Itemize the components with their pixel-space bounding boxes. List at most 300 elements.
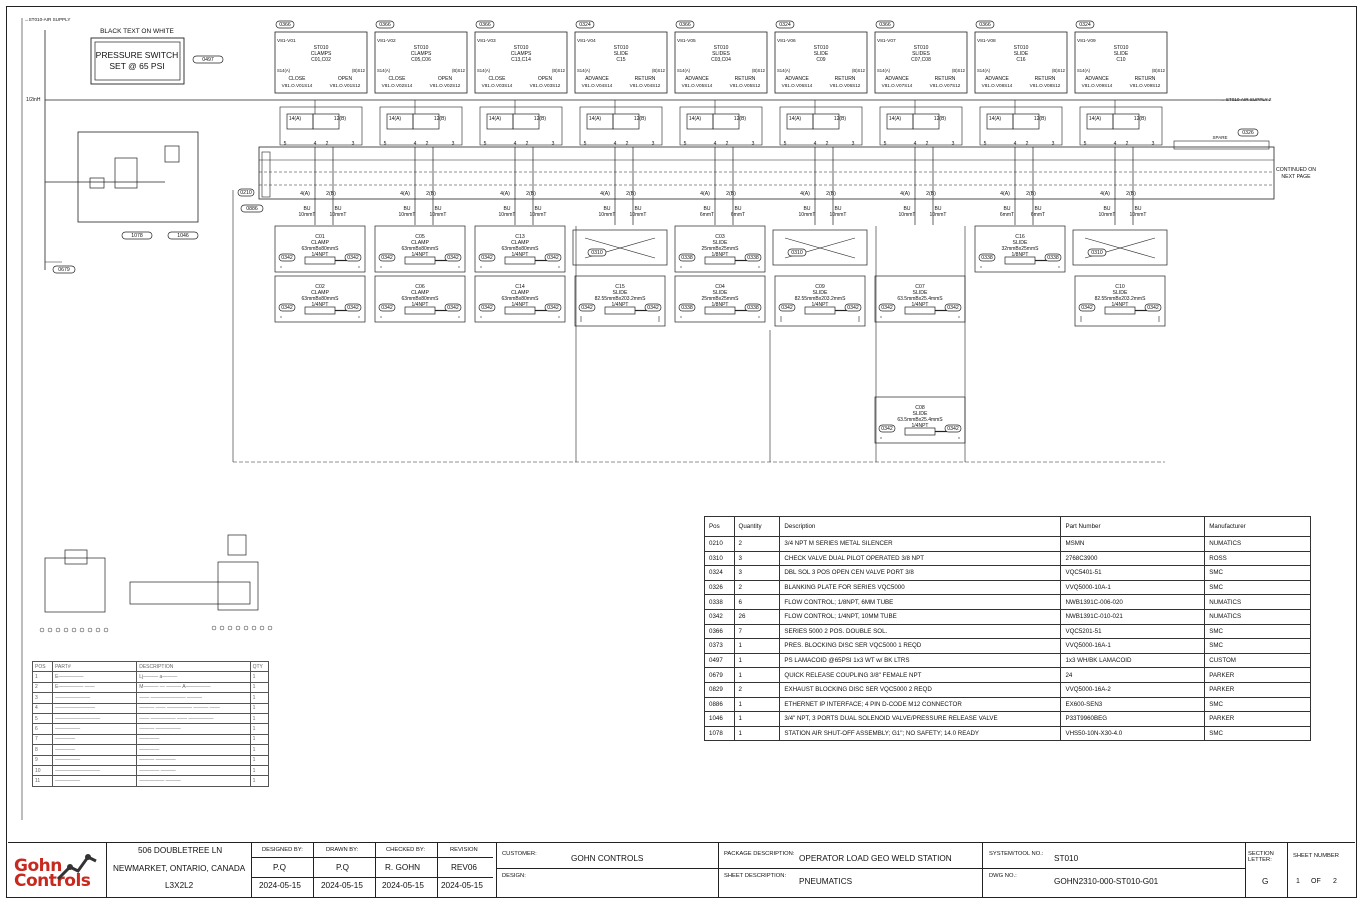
legend-cell: 1 <box>250 755 268 765</box>
flow-control-tag: 0342 <box>1147 305 1159 311</box>
cylinder-type: SLIDE <box>712 290 728 296</box>
cylinder-barrel <box>905 428 935 435</box>
component-legend-table <box>32 661 269 787</box>
drawn-by: P.Q <box>336 863 350 872</box>
cylinder-size: 63mmBx80mmS <box>301 246 339 252</box>
assembly-sketch-side <box>130 582 250 604</box>
legend-cell: E————— —— <box>53 682 137 692</box>
bom-cell: BLANKING PLATE FOR SERIES VQC5000 <box>780 580 1061 595</box>
cylinder-type: SLIDE <box>712 240 728 246</box>
solenoid-a-label: S14(A) <box>777 68 791 73</box>
port-number: 4 <box>1013 141 1017 147</box>
pilot-a-label: 14(A) <box>488 116 502 122</box>
cylinder-id: C15 <box>615 284 625 290</box>
legend-cell: 7 <box>33 734 53 744</box>
valve-action-a: ADVANCE <box>785 76 809 82</box>
valve-symbol-box <box>780 107 862 145</box>
valve-action-a: ADVANCE <box>1085 76 1109 82</box>
valve-output-a: V81.O.V08S14 <box>981 83 1013 88</box>
check-valve-tag: 0310 <box>1091 250 1103 256</box>
port-number: 2 <box>525 141 529 147</box>
shutoff-tag-1: 1078 <box>131 233 143 239</box>
balloon-icon <box>220 626 224 630</box>
port-number: 5 <box>283 141 287 147</box>
legend-cell: ———— <box>137 734 250 744</box>
bom-cell: 1 <box>734 639 780 654</box>
valve-id: V81-V09 <box>1077 39 1096 44</box>
solenoid-b-label: (B)S12 <box>1051 68 1065 73</box>
tube-size-b: 6mmT <box>1030 212 1046 218</box>
assembly-sketch-block <box>218 562 258 610</box>
valve-cylinders: C10 <box>1116 57 1126 63</box>
legend-cell: 1 <box>33 672 53 682</box>
cylinder-barrel <box>1105 307 1135 314</box>
customer-label: CUSTOMER: <box>502 851 537 857</box>
outlet-b-label: 2(B) <box>426 191 436 197</box>
cylinder-id: C07 <box>915 284 925 290</box>
valve-output-a: V81.O.V01S14 <box>281 83 313 88</box>
valve-id: V81-V08 <box>977 39 996 44</box>
solenoid-b-label: (B)S12 <box>751 68 765 73</box>
pilot-b-label: 12(B) <box>433 116 447 122</box>
flow-control-tag: 0338 <box>681 255 693 261</box>
legend-cell: Lj——— a——— <box>137 672 250 682</box>
outlet-b-label: 2(B) <box>726 191 736 197</box>
valve-function: SLIDES <box>912 51 930 57</box>
logo-line-2: Controls <box>14 871 91 891</box>
legend-row <box>33 703 269 713</box>
cylinder-size: 63mmBx80mmS <box>401 296 439 302</box>
spare-tag: 0326 <box>1242 130 1254 136</box>
sheet-description-label: SHEET DESCRIPTION: <box>724 873 787 879</box>
valve-part-tag: 0366 <box>979 22 991 28</box>
solenoid-b-label: (B)S12 <box>1151 68 1165 73</box>
cylinder-type: CLAMP <box>511 240 529 246</box>
flow-control-tag: 0342 <box>881 426 893 432</box>
supply-label-2: → ST010-AIR SUPPLY 2 <box>1220 97 1272 102</box>
bom-cell: 0324 <box>705 566 735 581</box>
valve-function: SLIDE <box>1113 51 1129 57</box>
valve-station: ST010 <box>613 45 629 51</box>
bom-row <box>705 537 1311 552</box>
designed-by-label: DESIGNED BY: <box>262 847 303 853</box>
bom-cell: FLOW CONTROL; 1/8NPT, 6MM TUBE <box>780 595 1061 610</box>
balloon-icon <box>236 626 240 630</box>
bom-cell: EXHAUST BLOCKING DISC SER VQC5000 2 REQD <box>780 682 1061 697</box>
cylinder-id: C09 <box>815 284 825 290</box>
valve-symbol-box <box>680 107 762 145</box>
legend-cell: ——— ———— <box>137 755 250 765</box>
port-number: 2 <box>725 141 729 147</box>
bom-cell: DBL SOL 3 POS OPEN CEN VALVE PORT 3/8 <box>780 566 1061 581</box>
tube-size-b: 10mmT <box>629 212 647 218</box>
sheet-number-label: SHEET NUMBER <box>1293 853 1339 859</box>
section-letter-label-2: LETTER: <box>1248 857 1272 863</box>
cylinder-port: 1/4NPT <box>611 302 629 308</box>
solenoid-b-label: (B)S12 <box>851 68 865 73</box>
valve-function: CLAMPS <box>510 51 532 57</box>
valve-action-a: CLOSE <box>488 76 506 82</box>
balloon-icon <box>88 628 92 632</box>
tube-color-b: BU <box>434 206 442 212</box>
tube-size-a: 10mmT <box>898 212 916 218</box>
valve-output-b: V81.O.V03S12 <box>529 83 561 88</box>
bom-cell: 3 <box>734 551 780 566</box>
pilot-b-label: 12(B) <box>1033 116 1047 122</box>
valve-cylinders: C07,C08 <box>911 57 931 63</box>
tube-size-a: 10mmT <box>1098 212 1116 218</box>
valve-symbol-box <box>380 107 462 145</box>
valve-symbol-box <box>1080 107 1162 145</box>
valve-action-b: RETURN <box>834 76 856 82</box>
cylinder-port: 1/4NPT <box>311 252 329 258</box>
cylinder-size: 82.55mmBx203.2mmS <box>1094 296 1146 302</box>
cylinder-barrel <box>905 307 935 314</box>
flow-control-tag: 0342 <box>881 305 893 311</box>
bom-cell: 2768C3900 <box>1061 551 1205 566</box>
valve-action-b: OPEN <box>337 76 353 82</box>
bom-cell: 1 <box>734 668 780 683</box>
legend-row <box>33 776 269 786</box>
legend-cell: ——————— <box>53 693 137 703</box>
continued-label-1: CONTINUED ON <box>1275 167 1317 173</box>
check-valve-box <box>573 230 667 265</box>
assembly-sketch-body <box>45 558 105 612</box>
assembly-sketch-solenoid <box>228 535 246 555</box>
bom-row <box>705 551 1311 566</box>
port-number: 3 <box>751 141 755 147</box>
legend-cell: ——— —— ————— ——— —— <box>137 703 250 713</box>
checked-date: 2024-05-15 <box>382 881 424 890</box>
valve-output-b: V81.O.V08S12 <box>1029 83 1061 88</box>
cylinder-size: 25mmBx25mmS <box>701 296 739 302</box>
legend-cell: 1 <box>250 776 268 786</box>
check-valve-box <box>1073 230 1167 265</box>
balloon-icon <box>72 628 76 632</box>
bom-cell: PARKER <box>1205 668 1311 683</box>
port-number: 2 <box>925 141 929 147</box>
legend-cell: ————————— <box>53 713 137 723</box>
tube-color-b: BU <box>734 206 742 212</box>
balloon-icon <box>56 628 60 632</box>
outlet-b-label: 2(B) <box>1126 191 1136 197</box>
spare-label: SPARE <box>1212 135 1228 140</box>
port-number: 4 <box>813 141 817 147</box>
shutoff-valve-body <box>115 158 137 188</box>
valve-station: ST010 <box>1013 45 1029 51</box>
legend-row <box>33 713 269 723</box>
system-tool-label: SYSTEM/TOOL NO.: <box>989 851 1044 857</box>
pilot-a-label: 14(A) <box>1088 116 1102 122</box>
valve-action-b: RETURN <box>934 76 956 82</box>
bom-cell: SMC <box>1205 580 1311 595</box>
continued-label-2: NEXT PAGE <box>1281 174 1311 180</box>
valve-symbol-box <box>480 107 562 145</box>
legend-cell: 1 <box>250 724 268 734</box>
cylinder-port: 1/4NPT <box>1111 302 1129 308</box>
bom-cell: NUMATICS <box>1205 595 1311 610</box>
flow-control-tag: 0338 <box>747 255 759 261</box>
tube-color-b: BU <box>634 206 642 212</box>
cylinder-size: 63mmBx80mmS <box>301 296 339 302</box>
solenoid-b-label: (B)S12 <box>351 68 365 73</box>
tube-color-b: BU <box>1034 206 1042 212</box>
designed-by: P.Q <box>273 863 287 872</box>
flow-control-tag: 0342 <box>581 305 593 311</box>
port-number: 4 <box>913 141 917 147</box>
cylinder-barrel <box>505 307 535 314</box>
flow-control-tag: 0342 <box>781 305 793 311</box>
bom-cell: VVQ5000-10A-1 <box>1061 580 1205 595</box>
sheet-total: 2 <box>1333 878 1337 885</box>
check-valve-tag: 0310 <box>791 250 803 256</box>
flow-control-tag: 0342 <box>547 255 559 261</box>
cylinder-type: CLAMP <box>511 290 529 296</box>
cylinder-barrel <box>505 257 535 264</box>
bom-cell: SMC <box>1205 697 1311 712</box>
legend-cell: ———— <box>53 734 137 744</box>
legend-header-cell: PART# <box>53 662 137 672</box>
bom-row <box>705 595 1311 610</box>
valve-part-tag: 0324 <box>579 22 591 28</box>
valve-cylinders: C05,C06 <box>411 57 431 63</box>
valve-cylinders: C09 <box>816 57 826 63</box>
outlet-a-label: 4(A) <box>500 191 510 197</box>
solenoid-b-label: (B)S12 <box>551 68 565 73</box>
cylinder-id: C08 <box>915 405 925 411</box>
outlet-b-label: 2(B) <box>326 191 336 197</box>
designed-date: 2024-05-15 <box>259 881 301 890</box>
outlet-a-label: 4(A) <box>1100 191 1110 197</box>
bom-header-row <box>705 517 1311 537</box>
tube-size-a: 6mmT <box>699 212 715 218</box>
legend-row <box>33 693 269 703</box>
black-text-note: BLACK TEXT ON WHITE <box>100 28 174 35</box>
legend-header-row <box>33 662 269 672</box>
legend-cell: ————— <box>53 776 137 786</box>
cylinder-size: 82.55mmBx203.2mmS <box>794 296 846 302</box>
ethernet-tag: 0886 <box>246 206 258 212</box>
solenoid-a-label: S14(A) <box>377 68 391 73</box>
address-line-1: 506 DOUBLETREE LN <box>138 846 223 855</box>
valve-action-b: RETURN <box>734 76 756 82</box>
legend-cell: 11 <box>33 776 53 786</box>
valve-part-tag: 0324 <box>1079 22 1091 28</box>
sheet-description: PNEUMATICS <box>799 877 853 886</box>
legend-cell: 1 <box>250 745 268 755</box>
tube-size-a: 6mmT <box>999 212 1015 218</box>
flow-control-tag: 0342 <box>1081 305 1093 311</box>
legend-cell: 1 <box>250 693 268 703</box>
outlet-a-label: 4(A) <box>700 191 710 197</box>
bom-row <box>705 653 1311 668</box>
valve-cylinders: C16 <box>1016 57 1026 63</box>
cylinder-type: SLIDE <box>1012 240 1028 246</box>
solenoid-a-label: S14(A) <box>277 68 291 73</box>
port-number: 4 <box>613 141 617 147</box>
address-line-2: NEWMARKET, ONTARIO, CANADA <box>113 864 246 873</box>
valve-symbol-box <box>880 107 962 145</box>
port-number: 4 <box>513 141 517 147</box>
bom-cell: NWB1391C-010-021 <box>1061 609 1205 624</box>
dwg-no-label: DWG NO.: <box>989 873 1017 879</box>
pilot-a-label: 14(A) <box>688 116 702 122</box>
legend-cell: 10 <box>33 765 53 775</box>
cylinder-id: C05 <box>415 234 425 240</box>
bom-cell: CHECK VALVE DUAL PILOT OPERATED 3/8 NPT <box>780 551 1061 566</box>
port-number: 3 <box>1151 141 1155 147</box>
legend-cell: 1 <box>250 765 268 775</box>
flow-control-tag: 0342 <box>281 255 293 261</box>
cylinder-port: 1/4NPT <box>911 302 929 308</box>
package-label: PACKAGE DESCRIPTION: <box>724 851 795 857</box>
cylinder-barrel <box>1005 257 1035 264</box>
bom-cell: 3 <box>734 566 780 581</box>
balloon-icon <box>212 626 216 630</box>
cylinder-type: SLIDE <box>812 290 828 296</box>
valve-cylinders: C01,C02 <box>311 57 331 63</box>
bom-row <box>705 668 1311 683</box>
legend-cell: 4 <box>33 703 53 713</box>
outlet-b-label: 2(B) <box>926 191 936 197</box>
balloon-icon <box>252 626 256 630</box>
valve-action-b: RETURN <box>1134 76 1156 82</box>
solenoid-b-label: (B)S12 <box>651 68 665 73</box>
drawn-by-label: DRAWN BY: <box>326 847 359 853</box>
legend-cell: ————————— <box>53 765 137 775</box>
port-number: 2 <box>325 141 329 147</box>
bom-cell: 2 <box>734 537 780 552</box>
bom-header-description: Description <box>780 517 1061 537</box>
valve-station: ST010 <box>413 45 429 51</box>
bom-header-quantity: Quantity <box>734 517 780 537</box>
valve-action-a: ADVANCE <box>585 76 609 82</box>
pilot-a-label: 14(A) <box>288 116 302 122</box>
cylinder-type: CLAMP <box>311 290 329 296</box>
tube-color-a: BU <box>903 206 911 212</box>
flow-control-tag: 0342 <box>647 305 659 311</box>
outlet-b-label: 2(B) <box>626 191 636 197</box>
solenoid-a-label: S14(A) <box>677 68 691 73</box>
valve-function: CLAMPS <box>410 51 432 57</box>
solenoid-a-label: S14(A) <box>877 68 891 73</box>
balloon-icon <box>228 626 232 630</box>
port-number: 2 <box>825 141 829 147</box>
tube-size-a: 10mmT <box>398 212 416 218</box>
outlet-b-label: 2(B) <box>1026 191 1036 197</box>
bom-cell: CUSTOM <box>1205 653 1311 668</box>
bom-cell: 1x3 WH/BK LAMACOID <box>1061 653 1205 668</box>
coupling-tag: 0679 <box>58 267 70 273</box>
pilot-b-label: 12(B) <box>733 116 747 122</box>
bom-cell: SMC <box>1205 639 1311 654</box>
bom-header-pos: Pos <box>705 517 735 537</box>
port-number: 3 <box>451 141 455 147</box>
cylinder-size: 32mmBx25mmS <box>1001 246 1039 252</box>
cylinder-barrel <box>405 257 435 264</box>
legend-row <box>33 734 269 744</box>
bom-cell: 0679 <box>705 668 735 683</box>
solenoid-a-label: S14(A) <box>977 68 991 73</box>
tube-color-a: BU <box>703 206 711 212</box>
valve-cylinders: C15 <box>616 57 626 63</box>
legend-cell: ———— ——— <box>137 765 250 775</box>
legend-cell: —— ——————— ——— <box>137 693 250 703</box>
valve-output-b: V81.O.V05S12 <box>729 83 761 88</box>
outlet-a-label: 4(A) <box>600 191 610 197</box>
valve-part-tag: 0366 <box>679 22 691 28</box>
tube-color-b: BU <box>534 206 542 212</box>
legend-row <box>33 672 269 682</box>
spare-blanking-plate <box>1174 141 1269 149</box>
tube-size-a: 10mmT <box>798 212 816 218</box>
valve-part-tag: 0366 <box>479 22 491 28</box>
tube-size-b: 10mmT <box>929 212 947 218</box>
sheet-number: 1 <box>1296 878 1300 885</box>
assembly-sketch-top <box>65 550 87 564</box>
legend-cell: 6 <box>33 724 53 734</box>
valve-function: SLIDE <box>1013 51 1029 57</box>
tube-color-a: BU <box>1003 206 1011 212</box>
cylinder-type: CLAMP <box>411 290 429 296</box>
bom-row <box>705 639 1311 654</box>
bom-row <box>705 682 1311 697</box>
valve-symbol-box <box>280 107 362 145</box>
balloon-icon <box>40 628 44 632</box>
cylinder-id: C14 <box>515 284 525 290</box>
cylinder-id: C06 <box>415 284 425 290</box>
cylinder-size: 63mmBx80mmS <box>501 246 539 252</box>
cylinder-id: C02 <box>315 284 325 290</box>
bom-cell: PRES. BLOCKING DISC SER VQC5000 1 REQD <box>780 639 1061 654</box>
bom-row <box>705 697 1311 712</box>
port-number: 5 <box>983 141 987 147</box>
legend-cell: —— ————— —— ————— <box>137 713 250 723</box>
valve-station: ST010 <box>1113 45 1129 51</box>
pilot-a-label: 14(A) <box>988 116 1002 122</box>
tube-color-a: BU <box>303 206 311 212</box>
tube-size-b: 10mmT <box>429 212 447 218</box>
shutoff-assembly-box <box>78 132 198 222</box>
legend-row <box>33 765 269 775</box>
balloon-icon <box>80 628 84 632</box>
bom-cell: ETHERNET IP INTERFACE; 4 PIN D-CODE M12 CONNECTOR <box>780 697 1061 712</box>
valve-output-a: V81.O.V02S14 <box>381 83 413 88</box>
tube-size-a: 10mmT <box>298 212 316 218</box>
cylinder-port: 1/4NPT <box>511 252 529 258</box>
legend-header-cell: POS <box>33 662 53 672</box>
valve-output-b: V81.O.V06S12 <box>829 83 861 88</box>
port-number: 5 <box>383 141 387 147</box>
bom-row <box>705 712 1311 727</box>
bom-cell: 1 <box>734 653 780 668</box>
bom-cell: 3/4 NPT M SERIES METAL SILENCER <box>780 537 1061 552</box>
flow-control-tag: 0342 <box>347 255 359 261</box>
bom-cell: 7 <box>734 624 780 639</box>
outlet-a-label: 4(A) <box>400 191 410 197</box>
bom-cell: 0338 <box>705 595 735 610</box>
flow-control-tag: 0342 <box>347 305 359 311</box>
valve-station: ST010 <box>313 45 329 51</box>
legend-cell: ——— ————— <box>137 724 250 734</box>
pressure-switch-line-2: SET @ 65 PSI <box>109 61 165 71</box>
solenoid-a-label: S14(A) <box>1077 68 1091 73</box>
valve-action-a: CLOSE <box>388 76 406 82</box>
legend-cell: 5 <box>33 713 53 723</box>
customer: GOHN CONTROLS <box>571 854 644 863</box>
tube-size-a: 10mmT <box>498 212 516 218</box>
legend-row <box>33 724 269 734</box>
